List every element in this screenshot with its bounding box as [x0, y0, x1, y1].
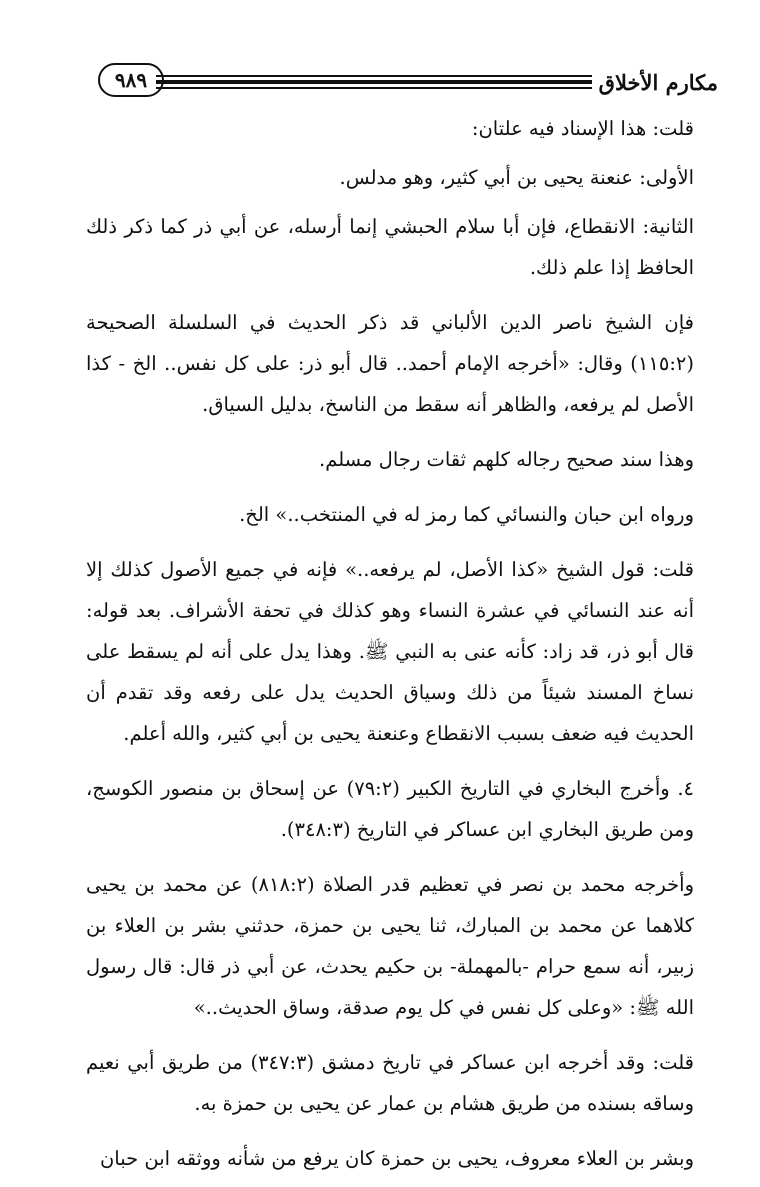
paragraph: قلت: قول الشيخ «كذا الأصل، لم يرفعه..» فإنه في جميع الأصول كذلك إلا أنه عند النسائي في عشرة النساء وهو كذلك في تحفة الأشراف. بعد قوله: قال أبو ذر، قد زاد: كأنه عنى به النبي ﷺ. وهذا يدل على أنه لم يسقط على نساخ المسند شيئاً من ذلك وسياق الحديث يدل على رفعه وقد تقدم أن الحديث فيه ضعف بسبب الانقطاع وعنعنة يحيى بن أبي كثير، والله أعلم.: [86, 558, 694, 745]
paragraph: قلت: وقد أخرجه ابن عساكر في تاريخ دمشق (٣٤٧:٣) من طريق أبي نعيم وساقه بسنده من طريق هشام بن عمار عن يحيى بن حمزة به.: [86, 1051, 694, 1115]
running-title: مكارم الأخلاق: [598, 70, 718, 95]
paragraph: الأولى: عنعنة يحيى بن أبي كثير، وهو مدلس.: [339, 166, 694, 189]
paragraph: ورواه ابن حبان والنسائي كما رمز له في المنتخب..» الخ.: [239, 503, 694, 526]
paragraph: وبشر بن العلاء معروف، يحيى بن حمزة كان يرفع من شأنه ووثقه ابن حبان: [99, 1147, 694, 1170]
page-number: ٩٨٩: [98, 63, 164, 97]
paragraph: وأخرجه محمد بن نصر في تعظيم قدر الصلاة (٨١٨:٢) عن محمد بن يحيى كلاهما عن محمد بن المبارك، ثنا يحيى بن حمزة، حدثني بشر بن العلاء بن زبير، أنه سمع حرام -بالمهملة- بن حكيم يحدث، عن أبي ذر قال: قال رسول الله ﷺ: «وعلى كل نفس في كل يوم صدقة، وساق الحديث..»: [86, 873, 694, 1019]
header-rule: [156, 75, 592, 92]
paragraph: قلت: هذا الإسناد فيه علتان:: [471, 117, 694, 140]
paragraph: فإن الشيخ ناصر الدين الألباني قد ذكر الحديث في السلسلة الصحيحة (١١٥:٢) وقال: «أخرجه الإمام أحمد.. قال أبو ذر: على كل نفس.. الخ - كذا الأصل لم يرفعه، والظاهر أنه سقط من الناسخ، بدليل السياق.: [86, 311, 694, 416]
paragraph: الثانية: الانقطاع، فإن أبا سلام الحبشي إنما أرسله، عن أبي ذر كما ذكر ذلك الحافظ إذا علم ذلك.: [86, 215, 694, 279]
running-header: [96, 62, 718, 102]
paragraph: وهذا سند صحيح رجاله كلهم ثقات رجال مسلم.: [319, 448, 694, 471]
body-text: [86, 108, 694, 1187]
numbered-paragraph: ٤. وأخرج البخاري في التاريخ الكبير (٧٩:٢) عن إسحاق بن منصور الكوسج، ومن طريق البخاري ابن عساكر في التاريخ (٣٤٨:٣).: [86, 777, 694, 841]
